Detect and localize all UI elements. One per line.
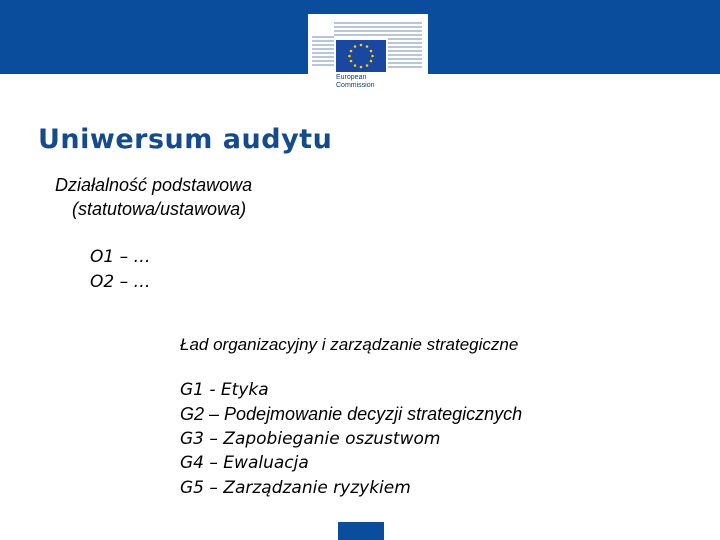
governance-item-g2: G2 – Podejmowanie decyzji strategicznych: [180, 404, 523, 424]
footer-bar: [338, 522, 384, 540]
logo-line-2: Commission: [336, 82, 375, 89]
governance-item-g3: G3 – Zapobieganie oszustwom: [180, 429, 441, 449]
berlaymont-building-icon: [308, 14, 428, 74]
governance-item-g4: G4 – Ewaluacja: [180, 453, 309, 473]
logo-wordmark: [336, 74, 396, 90]
logo-line-1: European: [336, 74, 367, 81]
core-activity-line-2: (statutowa/ustawowa): [72, 199, 247, 219]
european-commission-logo: [308, 14, 428, 100]
governance-item-g5: G5 – Zarządzanie ryzykiem: [180, 478, 411, 498]
governance-item-g1: G1 - Etyka: [180, 380, 269, 400]
core-activity-line-1: Działalność podstawowa: [55, 175, 253, 195]
core-item-o2: O2 – …: [90, 272, 151, 292]
governance-heading: Ład organizacyjny i zarządzanie strategiczne: [180, 335, 519, 354]
core-item-o1: O1 – …: [90, 247, 151, 267]
slide-title: Uniwersum audytu: [38, 124, 333, 155]
